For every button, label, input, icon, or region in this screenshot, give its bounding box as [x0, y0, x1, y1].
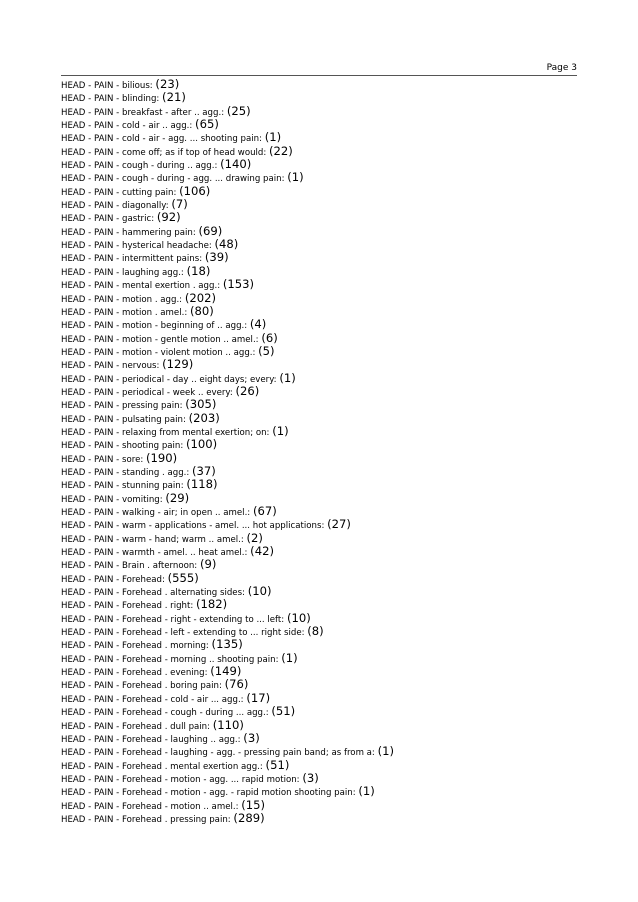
rubric-entry: [61, 118, 581, 131]
remedy-count: (92): [156, 210, 181, 225]
rubric-text: HEAD - PAIN - blinding:: [61, 94, 160, 105]
rubric-entry: [61, 638, 581, 651]
rubric-text: HEAD - PAIN - motion . agg.:: [61, 294, 183, 305]
remedy-count: (37): [192, 463, 216, 478]
rubric-entry: [61, 745, 581, 758]
rubric-entry: [61, 78, 581, 91]
rubric-text: HEAD - PAIN - walking - air; in open .. amel.:: [61, 508, 251, 518]
rubric-entry: [61, 812, 581, 825]
remedy-count: (8): [307, 624, 324, 639]
rubric-text: HEAD - PAIN - cough - during - agg. ... drawing pain:: [61, 174, 285, 185]
rubric-text: HEAD - PAIN - motion . amel.:: [61, 307, 188, 318]
rubric-entry: [61, 558, 581, 571]
rubric-entry: [61, 398, 581, 411]
remedy-count: (22): [269, 143, 293, 158]
rubric-text: HEAD - PAIN - periodical - week .. every:: [61, 387, 233, 398]
rubric-text: HEAD - PAIN - cold - air - agg. ... shooting pain:: [61, 134, 262, 145]
header-divider: [61, 75, 577, 76]
remedy-count: (69): [198, 223, 223, 238]
rubric-text: HEAD - PAIN - warm - hand; warm .. amel.:: [61, 534, 244, 545]
page-number: Page 3: [546, 63, 577, 73]
rubric-entry: [61, 478, 581, 491]
rubric-text: HEAD - PAIN - cough - during .. agg.:: [61, 161, 218, 172]
rubric-entry: [61, 185, 581, 198]
remedy-count: (118): [186, 477, 218, 492]
remedy-count: (1): [279, 370, 296, 385]
rubric-text: HEAD - PAIN - Forehead . pressing pain:: [61, 814, 231, 825]
rubric-entry: [61, 372, 581, 385]
rubric-entry: [61, 492, 581, 505]
rubric-entry: [61, 585, 581, 598]
rubric-entry: [61, 278, 581, 291]
rubric-entry: [61, 292, 581, 305]
rubric-text: HEAD - PAIN - Forehead - left - extending to ... right side:: [61, 628, 305, 639]
rubric-text: HEAD - PAIN - Forehead:: [61, 574, 165, 585]
rubric-entry: [61, 452, 581, 465]
remedy-count: (149): [210, 664, 242, 679]
rubric-text: HEAD - PAIN - Forehead . alternating sides:: [61, 588, 245, 599]
rubric-text: HEAD - PAIN - Forehead - motion .. amel.:: [61, 801, 239, 812]
rubric-text: HEAD - PAIN - Forehead - motion - agg. ... rapid motion:: [61, 774, 300, 785]
rubric-text: HEAD - PAIN - Forehead . right:: [61, 601, 194, 612]
remedy-count: (305): [185, 397, 217, 412]
rubric-text: HEAD - PAIN - warm - applications - amel. ... hot applications:: [61, 521, 325, 532]
rubric-text: HEAD - PAIN - pressing pain:: [61, 401, 183, 412]
remedy-count: (1): [264, 130, 282, 145]
rubric-entry: [61, 158, 581, 171]
rubric-text: HEAD - PAIN - cutting pain:: [61, 187, 177, 198]
rubric-entry: [61, 105, 581, 118]
rubric-text: HEAD - PAIN - diagonally:: [61, 201, 169, 212]
rubric-entry: [61, 425, 581, 438]
rubric-entry: [61, 785, 581, 798]
rubric-entry: [61, 385, 581, 398]
rubric-entry: [61, 251, 581, 264]
rubric-text: HEAD - PAIN - relaxing from mental exertion; on:: [61, 427, 270, 438]
remedy-count: (39): [204, 250, 229, 265]
remedy-count: (7): [171, 197, 188, 212]
rubric-entry: [61, 518, 581, 531]
remedy-count: (2): [246, 530, 263, 545]
rubric-text: HEAD - PAIN - intermittent pains:: [61, 254, 203, 265]
remedy-count: (1): [287, 170, 304, 185]
rubric-text: HEAD - PAIN - Forehead - morning .. shooting pain:: [61, 654, 279, 665]
rubric-text: HEAD - PAIN - Forehead - right - extending to ... left:: [61, 614, 285, 625]
remedy-count: (3): [243, 730, 260, 745]
remedy-count: (25): [226, 103, 251, 118]
rubric-entry: [61, 465, 581, 478]
rubric-text: HEAD - PAIN - warmth - amel. .. heat amel.:: [61, 548, 248, 559]
remedy-count: (42): [250, 544, 274, 559]
remedy-count: (67): [252, 504, 277, 518]
rubric-entry: [61, 598, 581, 611]
rubric-entry: [61, 318, 581, 331]
remedy-count: (5): [258, 343, 275, 358]
remedy-count: (23): [155, 77, 180, 91]
remedy-count: (6): [261, 330, 278, 345]
rubric-text: HEAD - PAIN - Forehead . morning:: [61, 641, 209, 652]
remedy-count: (100): [186, 437, 218, 452]
rubric-text: HEAD - PAIN - motion - gentle motion .. amel.:: [61, 334, 259, 345]
rubric-entry: [61, 665, 581, 678]
rubric-entry: [61, 358, 581, 371]
rubric-text: HEAD - PAIN - come off; as if top of head would:: [61, 147, 267, 158]
rubric-text: HEAD - PAIN - Forehead . mental exertion agg.:: [61, 761, 263, 772]
rubric-text: HEAD - PAIN - periodical - day .. eight days; every:: [61, 374, 277, 385]
rubric-entry: [61, 198, 581, 211]
remedy-count: (153): [222, 277, 255, 292]
rubric-entry: [61, 799, 581, 812]
rubric-entry: [61, 345, 581, 358]
remedy-count: (129): [162, 357, 194, 372]
remedy-count: (18): [186, 263, 211, 278]
rubric-entry: [61, 91, 581, 104]
rubric-entry: [61, 652, 581, 665]
remedy-count: (106): [179, 183, 211, 198]
rubric-text: HEAD - PAIN - Brain . afternoon:: [61, 561, 198, 572]
rubric-entry: [61, 412, 581, 425]
remedy-count: (289): [233, 810, 265, 825]
remedy-count: (51): [271, 704, 296, 719]
rubric-entry: [61, 532, 581, 545]
rubric-text: HEAD - PAIN - Forehead - cold - air ... agg.:: [61, 694, 244, 705]
rubric-entry: [61, 572, 581, 585]
remedy-count: (17): [246, 690, 271, 705]
rubric-text: HEAD - PAIN - bilious:: [61, 81, 153, 91]
rubric-text: HEAD - PAIN - stunning pain:: [61, 481, 184, 492]
remedy-count: (202): [184, 290, 217, 305]
rubric-text: HEAD - PAIN - gastric:: [61, 214, 155, 225]
remedy-count: (1): [377, 744, 395, 759]
remedy-count: (51): [265, 757, 290, 772]
remedy-count: (27): [327, 517, 351, 532]
rubric-text: HEAD - PAIN - shooting pain:: [61, 441, 184, 452]
remedy-count: (15): [241, 797, 266, 812]
rubric-entry: [61, 505, 581, 518]
remedy-count: (4): [249, 317, 267, 332]
remedy-count: (140): [220, 157, 252, 172]
remedy-count: (190): [146, 450, 178, 465]
remedy-count: (182): [196, 597, 228, 612]
rubric-entry: [61, 438, 581, 451]
rubric-entry: [61, 238, 581, 251]
rubric-entry: [61, 225, 581, 238]
remedy-count: (135): [211, 637, 243, 652]
remedy-count: (3): [302, 770, 319, 785]
rubric-entry: [61, 612, 581, 625]
rubric-text: HEAD - PAIN - Forehead - motion - agg. - rapid motion shooting pain:: [61, 788, 356, 799]
rubric-entry: [61, 545, 581, 558]
remedy-count: (10): [286, 610, 311, 625]
rubric-text: HEAD - PAIN - Forehead - laughing - agg. - pressing pain band; as from a:: [61, 748, 375, 759]
rubric-text: HEAD - PAIN - laughing agg.:: [61, 267, 184, 278]
remedy-count: (10): [247, 584, 272, 599]
rubric-text: HEAD - PAIN - pulsating pain:: [61, 414, 186, 425]
rubric-text: HEAD - PAIN - vomiting:: [61, 494, 163, 505]
remedy-count: (21): [162, 90, 186, 105]
rubric-entry: [61, 759, 581, 772]
rubric-entry: [61, 211, 581, 224]
rubric-text: HEAD - PAIN - Forehead - laughing .. agg.:: [61, 734, 241, 745]
remedy-count: (1): [358, 784, 375, 799]
rubric-text: HEAD - PAIN - Forehead . dull pain:: [61, 721, 211, 732]
rubric-text: HEAD - PAIN - nervous:: [61, 361, 160, 372]
remedy-count: (26): [235, 383, 260, 398]
rubric-text: HEAD - PAIN - cold - air .. agg.:: [61, 121, 193, 132]
rubric-text: HEAD - PAIN - sore:: [61, 454, 144, 465]
remedy-count: (555): [167, 570, 199, 585]
rubric-text: HEAD - PAIN - Forehead . boring pain:: [61, 681, 222, 692]
rubric-entry: [61, 732, 581, 745]
rubric-text: HEAD - PAIN - motion - violent motion .. agg.:: [61, 347, 256, 358]
remedy-count: (29): [165, 490, 190, 505]
remedy-count: (76): [224, 677, 249, 692]
rubric-text: HEAD - PAIN - standing . agg.:: [61, 467, 190, 478]
remedy-count: (1): [272, 423, 289, 438]
remedy-count: (48): [214, 237, 239, 252]
rubric-list: [61, 78, 581, 825]
rubric-entry: [61, 171, 581, 184]
rubric-entry: [61, 692, 581, 705]
rubric-entry: [61, 625, 581, 638]
rubric-text: HEAD - PAIN - hammering pain:: [61, 227, 196, 238]
rubric-entry: [61, 265, 581, 278]
rubric-text: HEAD - PAIN - motion - beginning of .. agg.:: [61, 321, 248, 332]
rubric-entry: [61, 332, 581, 345]
remedy-count: (203): [188, 410, 220, 425]
rubric-entry: [61, 772, 581, 785]
rubric-text: HEAD - PAIN - hysterical headache:: [61, 241, 212, 252]
rubric-entry: [61, 705, 581, 718]
remedy-count: (65): [195, 117, 219, 132]
rubric-entry: [61, 145, 581, 158]
remedy-count: (80): [189, 303, 214, 318]
rubric-text: HEAD - PAIN - breakfast - after .. agg.:: [61, 107, 225, 118]
remedy-count: (1): [281, 650, 298, 665]
remedy-count: (110): [212, 717, 244, 732]
rubric-entry: [61, 678, 581, 691]
rubric-entry: [61, 131, 581, 144]
rubric-entry: [61, 305, 581, 318]
remedy-count: (9): [199, 557, 217, 572]
rubric-text: HEAD - PAIN - Forehead - cough - during ... agg.:: [61, 708, 269, 719]
rubric-text: HEAD - PAIN - mental exertion . agg.:: [61, 281, 221, 292]
rubric-text: HEAD - PAIN - Forehead . evening:: [61, 668, 208, 679]
rubric-entry: [61, 719, 581, 732]
